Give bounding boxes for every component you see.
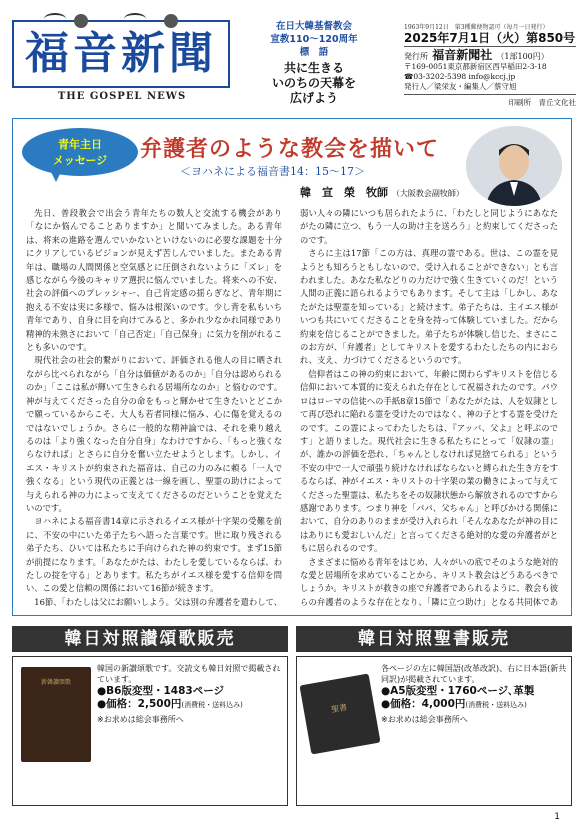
bible-desc: 各ページの左に韓国語(改革改訳)、右に日本語(新共同訳)が掲載されています。 [381, 664, 567, 684]
bible-ad-title: 韓日対照聖書販売 [296, 626, 572, 652]
slogan-line-3: 広げよう [289, 91, 338, 105]
publisher-label: 発行所 [404, 52, 428, 61]
publisher-address: 〒169-0051東京都新宿区西早稲田2-3-18 [404, 62, 547, 71]
hymnal-spec: ●B6版変型・1483ページ [97, 685, 224, 697]
hymnal-price-line [97, 698, 283, 712]
masthead [12, 20, 230, 108]
hymnal-ad-title: 韓日対照讃頌歌販売 [12, 626, 288, 652]
vine-leaf-icon [124, 13, 146, 25]
hymnal-book-icon [21, 667, 91, 762]
hymnal-price-note: (消費税・送料込み) [181, 701, 243, 709]
printer: 印刷所 青丘文化社 [508, 98, 576, 107]
badge-line-2: メッセージ [52, 154, 108, 167]
paragraph: 先日、普段教会で出会う青年たちの数人と交流する機会があり「なにか悩んでることありますか」と聞いてみました。ある青年は、将来の進路を選んでいかないといけないのに必要な課題を十分にクリアしているビジョンが見えず苦しんでいました。またある青年は、職場の人間関係と空気感とに圧倒されないように「ズレ」を感じながら今後のキャリア選択に悩んでいました。将来への不安、社会の評価へのプレッシャー、自己肯定感の揺らぎなど、青年期に抱える不安は実に多様で、悩みは根深いのです。少し背を私もいち青年であり、自身に目を向けてみると、多かれ少なかれ同様であり精神的未熟さにおいて「自己否定」「自己保身」に気力を削がれることも多いのです。 [26, 208, 282, 353]
hymnal-ad-text [97, 663, 283, 725]
bible-book-label: 聖書 [330, 702, 348, 715]
bible-book-icon [299, 673, 380, 754]
registration-note: 1963年9月12日 第3種郵便物認可（毎月一日発行） [404, 24, 549, 31]
newspaper-title: 福音新聞 [25, 28, 217, 79]
hymnal-price: ●価格：2,500円 [97, 698, 182, 710]
divider [404, 94, 576, 95]
bible-ad-text [381, 663, 567, 725]
newspaper-subtitle: THE GOSPEL NEWS [57, 91, 187, 102]
badge-line-1: 青年主日 [58, 138, 102, 151]
slogan-block [240, 20, 388, 106]
bible-ad-body [296, 656, 572, 806]
article-author [300, 184, 470, 200]
publisher-line [404, 50, 576, 62]
article-headline: 弁護者のような教会を描いて [140, 136, 440, 162]
article-column-2 [300, 207, 558, 607]
paragraph: 現代社会の社会的繋がりにおいて、評価される他人の目に晒されながら比べられながら「自分は価値があるのか」「自分は認められるのか」「ここは私が輝いて生きられる居場所なのか」と悩むのです。神が与えてくださった自分の命をもっと輝かせて生きたいとどこかで願っているからこそ、大人も若者同様に悩み、心に傷を覚えるのではないでしょうか。さらに一般的な精神論では、それを乗り越えるのは「より強くなった自分自身」なわけですから、「もっと強くならなければ」とさらに自分を奮い立たせようとします。しかし、イエス・キリストが約束された福音は、自己の力のみに頼る「一人で強くなる」という現代の正義とは一線を画し、聖霊の助けによって与えられる神の力によって支えてくださるのだということを覚えたいのです。 [26, 355, 282, 513]
paragraph: さまざまに悩める青年をはじめ、人々がいの底でそのような絶対的な愛と居場所を求めていることから、キリスト教会はどうあるべきでしょうか。キリストが救きの座で弁護者であられるように、教会も彼らの弁護者のような存在となり、「隣に立つ助け」となる共同体であ [300, 556, 558, 607]
paragraph: ヨハネによる福音書14章に示されるイエス様が十字架の受難を前に、不安の中にいた弟子たちへ語った言葉です。世に取り残される弟子たち、ひいては私たちに手向けられた神の約束です。まず15節が前提になります。「あなたがたは、わたしを愛しているならば、わたしの掟を守る」とあります。私たちがイエス様を愛する信仰を問い、この愛と信頼の関係において16節が続きます。 [26, 516, 282, 594]
slogan-line-1: 共に生きる [283, 61, 344, 75]
publisher-people: 発行人／梁栄友・編集人／蔡守旭 [404, 82, 517, 91]
paragraph: 信仰者はこの神の約束において、年齢に関わらずキリストを信じる信仰において本質的に変えられた存在として祝福されたのです。パウロはローマの信徒への手紙8章15節で「あなたがたは、人を奴隷として再び恐れに陥れる霊を受けたのではなく、神の子とする霊を受けたのです。この霊によってわたしたちは、『アッバ、父よ』と呼ぶのです」と語りました。現代社会に生きる私たちにとって「奴隷の霊」が、誰かの評価を恐れ、「ちゃんとしなければ見捨てられる」という不安の中で一人で頑張り続けなければならないと縛られた生き方をするならば、神がイエス・キリストの十字架の業の働きによって与えてくださった聖霊は、私たちをその奴隷状態から解放されるのですから感謝であります。つまり神を「パパ、父ちゃん」と呼びかける関係において、自分のありのままが受け入れられ「そんなあなたが神の目にはありにも愛おしいんだ」と言ってくださる絶対的な愛の弁護者がともに居られるのです。 [300, 368, 558, 554]
publisher-name: 福音新聞社 [432, 48, 493, 62]
speech-bubble-tail [50, 170, 62, 182]
article-subheadline: ＜ヨハネによる福音書14：15〜17＞ [180, 165, 365, 178]
paragraph: 16節、「わたしは父にお願いしよう。父は別の弁護者を遣わして、 [34, 596, 282, 607]
church-name: 在日大韓基督教会 [275, 21, 352, 32]
hymnal-note: ※お求めは総会事務所へ [97, 715, 184, 724]
message-badge [22, 128, 138, 183]
publisher-contact: ☎03-3202-5398 info@kccj.jp [404, 72, 516, 81]
article-column-1 [26, 207, 282, 607]
author-name: 韓 宣 榮 牧師 [300, 186, 388, 199]
masthead-box [12, 20, 230, 88]
vine-leaf-icon [44, 13, 66, 25]
bible-price: ●価格：4,000円 [381, 698, 466, 710]
bible-note: ※お求めは総会事務所へ [381, 715, 468, 724]
paragraph: 弱い人々の隣にいつも居られたように、「わたしと同じようにあなたがたの隣に立つ、もう一人の助け主を送ろう」と約束してくださったのです。 [300, 208, 558, 245]
issue-date: 2025年7月1日（火）第850号 [404, 31, 576, 45]
author-affiliation: （大阪教会副牧師） [391, 189, 464, 198]
issue-info [404, 22, 576, 108]
hymnal-ad [12, 626, 288, 808]
hymnal-desc: 韓国の新讃頌歌です。交読文も韓日対照で掲載されています。 [97, 664, 281, 684]
bible-ad [296, 626, 572, 808]
anniversary: 宣教110〜120周年 [270, 34, 358, 45]
issue-price: （1部100円） [496, 52, 549, 61]
author-photo [466, 126, 562, 206]
bible-spec: ●A5版変型・1760ページ､革製 [381, 685, 535, 697]
author-portrait-icon [466, 126, 562, 206]
hymnal-book-label: 新韓讃頌歌 [40, 679, 71, 686]
hymnal-ad-body [12, 656, 288, 806]
page-number: 1 [554, 812, 560, 822]
slogan-label: 標 語 [299, 47, 329, 58]
slogan-line-2: いのちの天幕を [271, 76, 356, 90]
paragraph: さらに主は17節「この方は、真理の霊である。世は、この霊を見ようとも知ろうともしないので、受け入れることができない」とも言われました。あなた私などりの力だけで強く生きていくのだ！という人間の正義に語られるようでもあります。そして主は「しかし、あなたがたは聖霊を知っている」と続けます。弟子たちは、主イエス様がいつも共にいてくださることを身を持って体験していました。だから約束を信じることができました。弟子たちが体験し信じた、まさにこのお方が、「弁護者」としてキリストを愛するわたしたちの内におられ、支え、力づけてくださるというのです。 [300, 248, 558, 366]
bible-price-line [381, 698, 567, 712]
bible-price-note: (消費税・送料込み) [465, 701, 527, 709]
